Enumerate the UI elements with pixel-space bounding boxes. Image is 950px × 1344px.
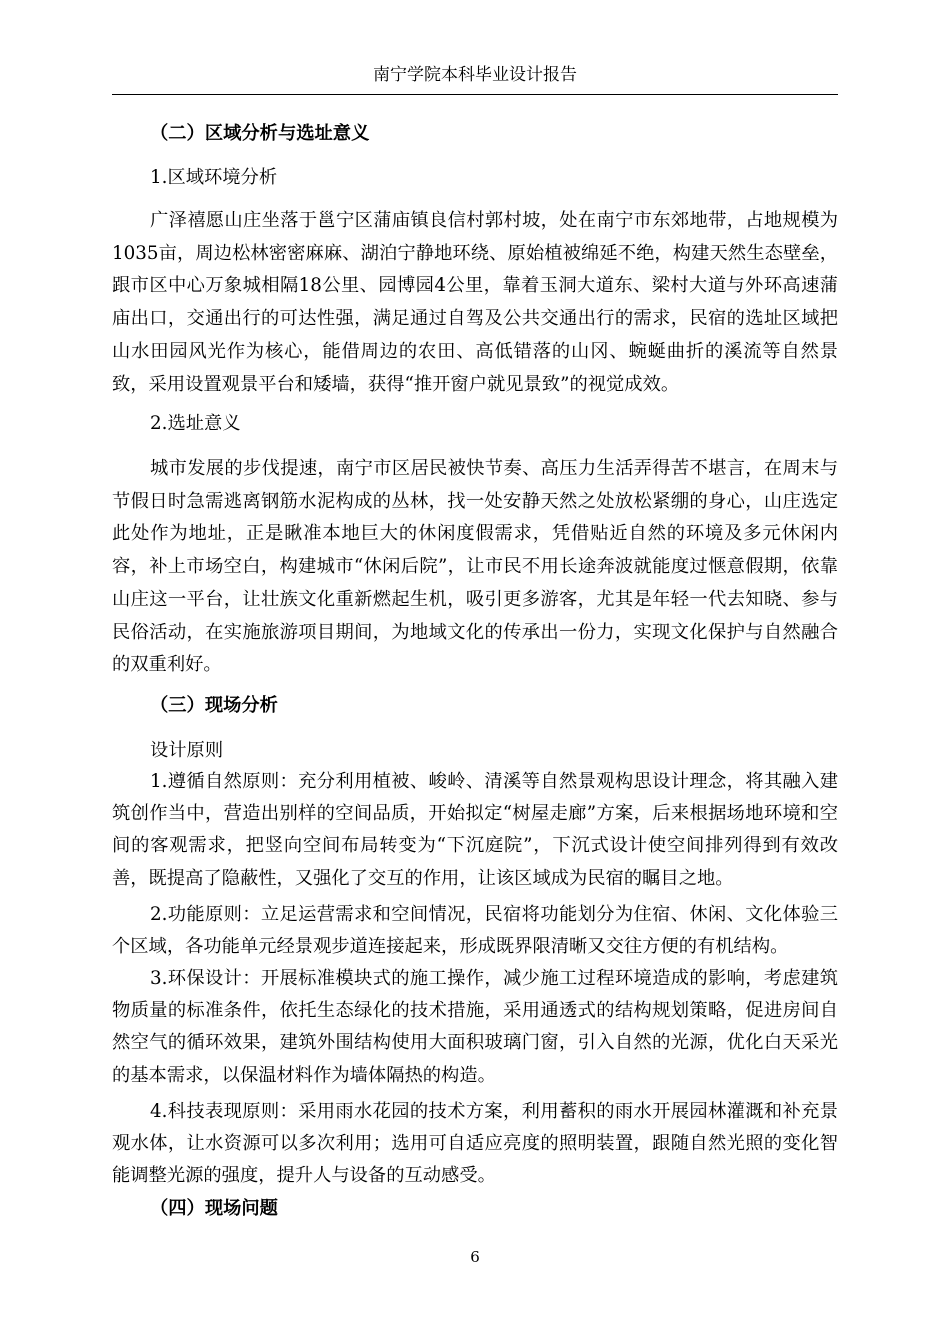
paragraph-natural-principle: 1.遵循自然原则：充分利用植被、峻岭、清溪等自然景观构思设计理念，将其融入建筑创作当中，营造出别样的空间品质，开始拟定“树屋走廊”方案，后来根据场地环境和空间的客观需求，把竖向空间布局转变为“下沉庭院”，下沉式设计使空间排列得到有效改善，既提高了隐蔽性，又强化了交互的作用，让该区域成为民宿的瞩目之地。 bbox=[112, 771, 838, 889]
section-heading-regional-analysis: （二）区域分析与选址意义 bbox=[150, 123, 370, 144]
section-heading-site-issues: （四）现场问题 bbox=[150, 1198, 278, 1219]
design-principles-label: 设计原则 bbox=[150, 740, 224, 761]
section-heading-site-analysis: （三）现场分析 bbox=[150, 695, 278, 716]
paragraph-regional-environment: 广泽禧愿山庄坐落于邕宁区蒲庙镇良信村郭村坡，处在南宁市东郊地带，占地规模为1035亩，周边松林密密麻麻、湖泊宁静地环绕、原始植被绵延不绝，构建天然生态壁垒，跟市区中心万象城相隔18公里、园博园4公里，靠着玉洞大道东、梁村大道与外环高速蒲庙出口，交通出行的可达性强，满足通过自驾及公共交通出行的需求，民宿的选址区域把山水田园风光作为核心，能借周边的农田、高低错落的山冈、蜿蜒曲折的溪流等自然景致，采用设置观景平台和矮墙，获得“推开窗户就见景致”的视觉成效。 bbox=[112, 210, 838, 395]
paragraph-eco-design: 3.环保设计：开展标准模块式的施工操作，减少施工过程环境造成的影响，考虑建筑物质量的标准条件，依托生态绿化的技术措施，采用通透式的结构规划策略，促进房间自然空气的循环效果，建筑外围结构使用大面积玻璃门窗，引入自然的光源，优化白天采光的基本需求，以保温材料作为墙体隔热的构造。 bbox=[112, 968, 838, 1086]
paragraph-site-significance: 城市发展的步伐提速，南宁市区居民被快节奏、高压力生活弄得苦不堪言，在周末与节假日时急需逃离钢筋水泥构成的丛林，找一处安静天然之处放松紧绷的身心，山庄选定此处作为地址，正是瞅准本地巨大的休闲度假需求，凭借贴近自然的环境及多元休闲内容，补上市场空白，构建城市“休闲后院”，让市民不用长途奔波就能度过惬意假期，依靠山庄这一平台，让壮族文化重新燃起生机，吸引更多游客，尤其是年轻一代去知晓、参与民俗活动，在实施旅游项目期间，为地域文化的传承出一份力，实现文化保护与自然融合的双重利好。 bbox=[112, 458, 838, 676]
running-header: 南宁学院本科毕业设计报告 bbox=[373, 65, 577, 85]
subsection-title-site-significance: 2.选址意义 bbox=[150, 413, 241, 434]
header-rule bbox=[112, 94, 838, 95]
page-number: 6 bbox=[470, 1248, 480, 1266]
paragraph-functional-principle: 2.功能原则：立足运营需求和空间情况，民宿将功能划分为住宿、休闲、文化体验三个区域，各功能单元经景观步道连接起来，形成既界限清晰又交往方便的有机结构。 bbox=[112, 904, 838, 958]
paragraph-tech-principle: 4.科技表现原则：采用雨水花园的技术方案，利用蓄积的雨水开展园林灌溉和补充景观水体，让水资源可以多次利用；选用可自适应亮度的照明装置，跟随自然光照的变化智能调整光源的强度，提升人与设备的互动感受。 bbox=[112, 1101, 838, 1187]
subsection-title-regional-environment: 1.区域环境分析 bbox=[150, 167, 278, 188]
